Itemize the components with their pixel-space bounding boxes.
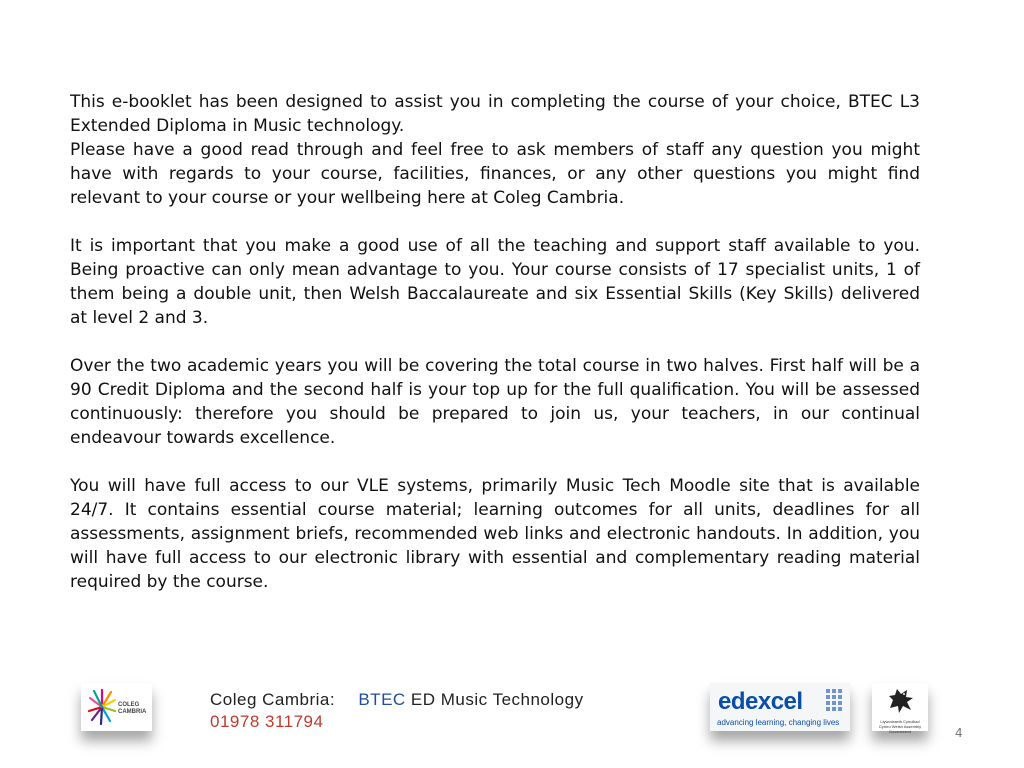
paragraph-read-through: Please have a good read through and feel free to ask members of staff any question you might have with regards to your course, facilities, finances, or any other questions you might find relevant to your course or your wellbeing here at Coleg Cambria. — [70, 140, 920, 208]
booklet-body — [70, 90, 920, 594]
course-banner — [210, 690, 650, 732]
paragraph-academic-years: Over the two academic years you will be covering the total course in two halves. First half will be a 90 Credit Diploma and the second half is your top up for the full qualification. You will be assessed continuously: therefore you should be prepared to join us, your teachers, in our continual endeavour towards excellence. — [70, 356, 920, 448]
course-code: BTEC — [358, 690, 406, 709]
page-number: 4 — [955, 726, 963, 740]
college-logo-text: COLEG CAMBRIA — [118, 702, 147, 715]
phone-number: 01978 311794 — [210, 712, 324, 731]
burst-icon — [87, 687, 117, 727]
welsh-assembly-logo — [872, 683, 928, 734]
coleg-cambria-logo — [81, 683, 152, 731]
edexcel-wordmark: edexcel — [718, 688, 803, 715]
edexcel-logo — [710, 683, 850, 731]
footer — [0, 670, 1024, 768]
gov-caption: Llywodraeth Cynulliad Cymru Welsh Assembly Government — [878, 719, 922, 734]
college-name: Coleg Cambria: — [210, 690, 336, 709]
course-name: ED Music Technology — [410, 690, 584, 709]
paragraph-vle: You will have full access to our VLE systems, primarily Music Tech Moodle site that is available 24/7. It contains essential course material; learning outcomes for all units, deadlines for all assessments, assignment briefs, recommended web links and electronic handouts. In addition, you will have full access to our electronic library with essential and complementary reading material required by the course. — [70, 476, 920, 592]
paragraph-staff: It is important that you make a good use of all the teaching and support staff available to you. Being proactive can only mean advantage to you. Your course consists of 17 specialist units, 1 of them being a double unit, then Welsh Baccalaureate and six Essential Skills (Key Skills) delivered at level 2 and 3. — [70, 236, 920, 328]
grid-icon — [826, 689, 844, 713]
paragraph-intro: This e-booklet has been designed to assist you in completing the course of your choice, BTEC L3 Extended Diploma in Music technology. — [70, 92, 920, 136]
welsh-dragon-icon — [887, 686, 915, 716]
edexcel-tagline: advancing learning, changing lives — [717, 718, 840, 727]
